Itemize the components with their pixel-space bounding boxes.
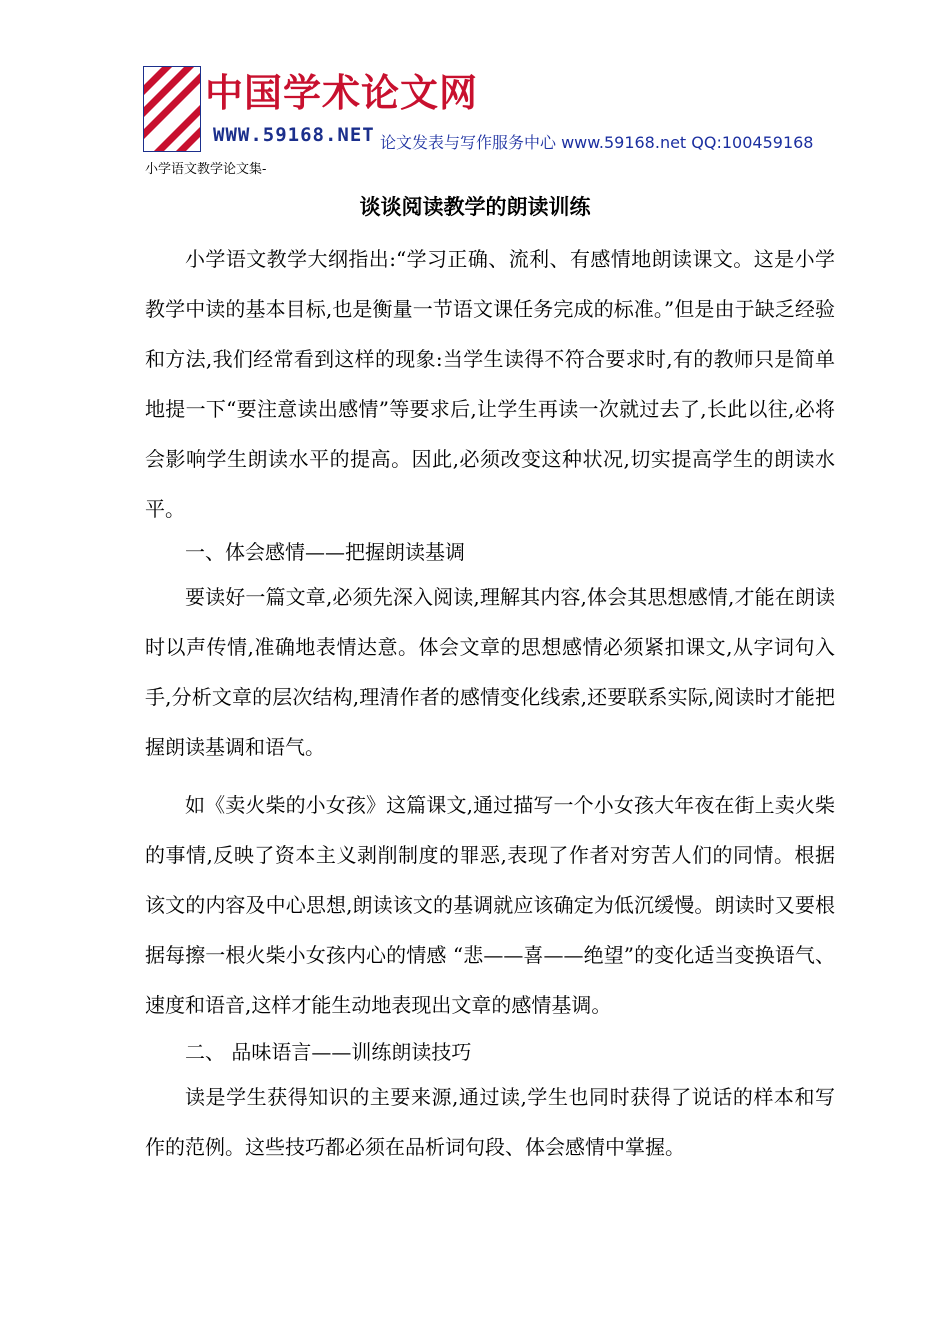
logo-title: 中国学术论文网 bbox=[205, 71, 479, 115]
paragraph: 小学语文教学大纲指出:“学习正确、流利、有感情地朗读课文。这是小学教学中读的基本目标,也是衡量一节语文课任务完成的标准。”但是由于缺乏经验和方法,我们经常看到这样的现象:当学生读得不符合要求时,有的教师只是简单地提一下“要注意读出感情”等要求后,让学生再读一次就过去了,长此以往,必将会影响学生朗读水平的提高。因此,必须改变这种状况,切实提高学生的朗读水平。 bbox=[145, 247, 835, 521]
logo-stripes-icon bbox=[143, 66, 201, 152]
paragraph: 读是学生获得知识的主要来源,通过读,学生也同时获得了说话的样本和写作的范例。这些技巧都必须在品析词句段、体会感情中掌握。 bbox=[145, 1085, 835, 1159]
logo-url: WWW.59168.NET bbox=[213, 124, 375, 146]
collection-label: 小学语文教学论文集- bbox=[145, 162, 267, 177]
service-line: 论文发表与写作服务中心 www.59168.net QQ:100459168 bbox=[380, 133, 814, 152]
site-logo[interactable] bbox=[143, 66, 479, 152]
paragraph: 如《卖火柴的小女孩》这篇课文,通过描写一个小女孩大年夜在街上卖火柴的事情,反映了资本主义剥削制度的罪恶,表现了作者对穷苦人们的同情。根据该文的内容及中心思想,朗读该文的基调就应该确定为低沉缓慢。朗读时又要根据每擦一根火柴小女孩内心的情感 “悲——喜——绝望”的变化适当变换语气、速度和语音,这样才能生动地表现出文章的感情基调。 bbox=[145, 793, 835, 1017]
section-heading: 一、体会感情——把握朗读基调 bbox=[185, 540, 465, 564]
paragraph: 要读好一篇文章,必须先深入阅读,理解其内容,体会其思想感情,才能在朗读时以声传情,准确地表情达意。体会文章的思想感情必须紧扣课文,从字词句入手,分析文章的层次结构,理清作者的感情变化线索,还要联系实际,阅读时才能把握朗读基调和语气。 bbox=[145, 585, 835, 759]
document-title: 谈谈阅读教学的朗读训练 bbox=[359, 195, 591, 219]
section-heading: 二、 品味语言——训练朗读技巧 bbox=[185, 1040, 472, 1064]
article-body bbox=[145, 234, 835, 1172]
